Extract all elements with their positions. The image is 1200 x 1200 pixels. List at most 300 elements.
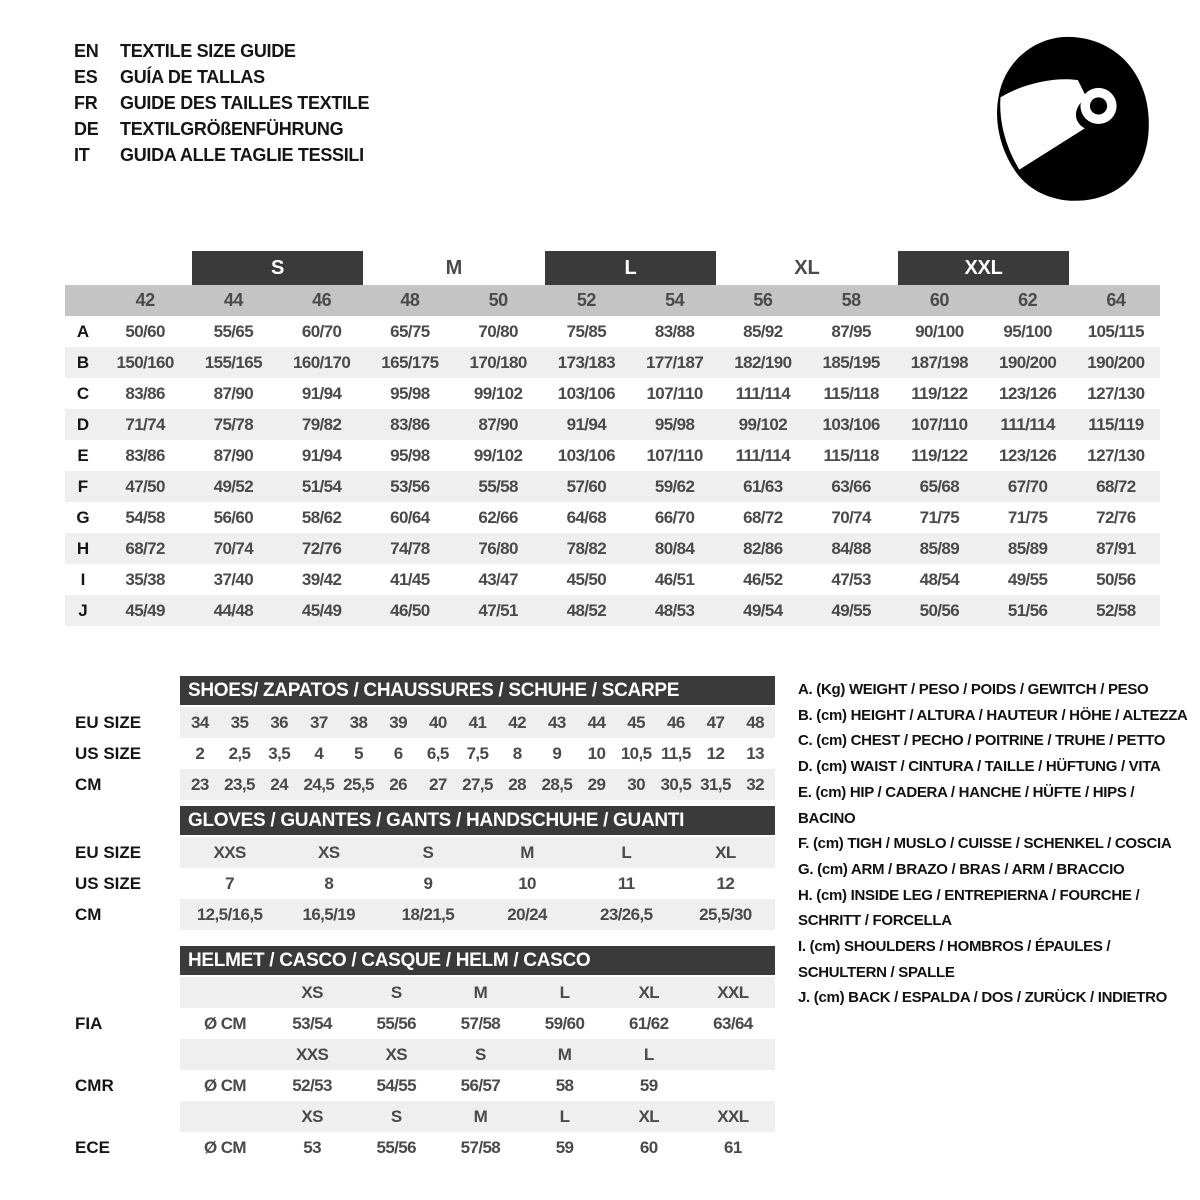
size-value: 20/24 <box>507 904 547 924</box>
helmet-size-value: 59/60 <box>544 1013 585 1033</box>
helmet-size-label: M <box>473 982 488 1002</box>
size-value: 13 <box>746 743 765 763</box>
numeric-size-row <box>65 285 1160 316</box>
legend-unit: (cm) <box>816 886 847 904</box>
helmet-value-row <box>65 1008 775 1039</box>
size-value: 127/130 <box>1087 383 1145 403</box>
size-letter-row <box>65 251 1160 285</box>
helmet-size-value: 61 <box>724 1137 742 1157</box>
size-value: 85/92 <box>743 321 783 341</box>
legend-key: C. <box>798 732 813 750</box>
size-value: 76/80 <box>478 538 518 558</box>
size-value: 68/72 <box>743 507 783 527</box>
size-value: 16,5/19 <box>302 904 355 924</box>
size-value: 26 <box>389 774 408 794</box>
helmet-size-value: 57/58 <box>460 1137 501 1157</box>
legend-text: TIGH / MUSLO / CUISSE / SCHENKEL / COSCIA <box>847 835 1172 853</box>
language-title-list <box>74 38 369 168</box>
size-value: 49/52 <box>213 476 254 496</box>
language-code: FR <box>74 93 98 113</box>
section-label-spacer <box>65 946 180 977</box>
size-value: 87/95 <box>831 321 871 341</box>
section-title: GLOVES / GUANTES / GANTS / HANDSCHUHE / GUANTI <box>180 806 775 835</box>
size-value: 51/56 <box>1007 600 1048 620</box>
size-value: 87/90 <box>478 414 518 434</box>
size-value: 119/122 <box>911 445 968 465</box>
size-value: 105/115 <box>1087 321 1145 341</box>
legend-text: HIP / CADERA / HANCHE / HÜFTE / HIPS / BACINO <box>798 783 1135 827</box>
size-value: 46 <box>666 712 685 732</box>
legend-entry <box>798 780 1188 831</box>
legend-unit: (cm) <box>813 989 845 1007</box>
row-label: C <box>76 383 90 403</box>
helmet-size-value: 63/64 <box>713 1013 753 1033</box>
size-value: 12,5/16,5 <box>196 904 263 924</box>
legend-key: J. <box>798 989 810 1007</box>
numeric-size: 58 <box>841 290 861 310</box>
standard-label: ECE <box>75 1137 110 1157</box>
section-row <box>65 868 775 899</box>
row-label: B <box>76 352 90 372</box>
size-value: 66/70 <box>654 507 695 527</box>
helmet-size-label: M <box>557 1044 572 1064</box>
numeric-size: 62 <box>1018 290 1038 310</box>
measurement-row <box>65 316 1160 347</box>
numeric-size: 54 <box>665 290 685 310</box>
size-value: 55/65 <box>213 321 254 341</box>
helmet-size-label: XS <box>301 1106 323 1126</box>
legend-key: A. <box>798 681 813 698</box>
legend-text: SHOULDERS / HOMBROS / ÉPAULES / SCHULTERN / SPALLE <box>798 938 1111 981</box>
row-label: F <box>77 476 89 496</box>
size-value: 119/122 <box>911 383 968 403</box>
size-value: 40 <box>428 712 447 732</box>
size-value: 155/165 <box>204 352 262 372</box>
row-header: US SIZE <box>75 873 142 893</box>
row-cells <box>180 837 775 868</box>
helmet-value-row <box>65 1070 775 1101</box>
size-value: 11 <box>617 873 635 893</box>
legend-unit: (cm) <box>816 758 847 776</box>
language-title: GUIDA ALLE TAGLIE TESSILI <box>120 145 364 165</box>
standard-label: CMR <box>75 1075 114 1095</box>
size-value: 10 <box>518 873 536 893</box>
helmet-size-label: XXL <box>717 1106 749 1126</box>
legend-unit: (Kg) <box>816 681 846 698</box>
helmet-size-label: L <box>559 1106 570 1126</box>
legend-key: F. <box>798 835 810 853</box>
helmet-icon <box>982 32 1160 204</box>
size-value: 30,5 <box>660 774 692 794</box>
section-label-spacer <box>65 676 180 707</box>
size-value: 91/94 <box>566 414 607 434</box>
size-value: 85/89 <box>919 538 960 558</box>
measurement-row <box>65 471 1160 502</box>
row-cells <box>180 1101 775 1132</box>
section-title: SHOES/ ZAPATOS / CHAUSSURES / SCHUHE / SCARPE <box>180 676 775 705</box>
size-value: 47/51 <box>478 600 518 620</box>
legend-text: ARM / BRAZO / BRAS / ARM / BRACCIO <box>850 860 1125 878</box>
row-cells <box>180 1070 775 1101</box>
size-value: 68/72 <box>1096 476 1136 496</box>
size-value: 25,5/30 <box>699 904 752 924</box>
row-label: A <box>76 321 90 341</box>
legend-unit: (cm) <box>812 835 844 853</box>
size-value: 99/102 <box>738 414 788 434</box>
section-row <box>65 707 775 738</box>
size-value: 34 <box>190 712 209 732</box>
size-value: 71/75 <box>1007 507 1048 527</box>
measurement-row <box>65 347 1160 378</box>
size-value: 54/58 <box>125 507 165 527</box>
helmet-size-value: 56/57 <box>460 1075 501 1095</box>
row-label: I <box>80 569 86 589</box>
language-title: TEXTILGRÖßENFÜHRUNG <box>120 119 344 139</box>
size-value: 41/45 <box>390 569 430 589</box>
row-cells <box>180 868 775 899</box>
size-value: 52/58 <box>1096 600 1136 620</box>
size-value: 47 <box>706 712 725 732</box>
empty-cell <box>691 1070 775 1101</box>
size-value: 6 <box>393 743 403 763</box>
size-value: S <box>422 842 434 862</box>
size-value: 150/160 <box>116 352 174 372</box>
size-value: 28 <box>508 774 527 794</box>
size-value: 185/195 <box>822 352 880 372</box>
size-value: 74/78 <box>390 538 430 558</box>
legend-unit: (cm) <box>809 938 841 956</box>
size-value: 182/190 <box>734 352 792 372</box>
size-value: 45 <box>627 712 646 732</box>
numeric-size: 46 <box>312 290 332 310</box>
size-value: 75/78 <box>213 414 254 434</box>
measurement-row <box>65 595 1160 626</box>
language-title: GUIDE DES TAILLES TEXTILE <box>120 93 370 113</box>
size-value: 57/60 <box>566 476 607 496</box>
legend-entry <box>798 985 1188 1011</box>
size-value: 83/86 <box>125 383 165 403</box>
size-value: 45/49 <box>125 600 165 620</box>
size-value: 41 <box>468 712 487 732</box>
size-value: 8 <box>512 743 522 763</box>
legend-text: CHEST / PECHO / POITRINE / TRUHE / PETTO <box>850 732 1166 750</box>
size-value: 24 <box>270 774 289 794</box>
section-title-row <box>65 806 775 837</box>
row-header-spacer <box>65 1101 180 1132</box>
section-row <box>65 837 775 868</box>
size-value: 187/198 <box>910 352 968 372</box>
helmet-size-value: 59 <box>555 1137 574 1157</box>
legend-key: E. <box>798 783 812 801</box>
size-value: 83/86 <box>390 414 430 434</box>
legend-entry <box>798 703 1188 729</box>
size-value: 160/170 <box>292 352 351 372</box>
legend-entry <box>798 883 1188 934</box>
size-value: 6,5 <box>426 743 449 763</box>
size-value: 35 <box>230 712 249 732</box>
size-value: 115/119 <box>1088 414 1144 434</box>
size-value: 44 <box>587 712 606 732</box>
legend-unit: (cm) <box>816 732 847 750</box>
helmet-size-row <box>65 1039 775 1070</box>
size-value: 103/106 <box>822 414 880 434</box>
size-value: 107/110 <box>911 414 968 434</box>
size-letter: L <box>545 251 716 285</box>
legend-text: HEIGHT / ALTURA / HAUTEUR / HÖHE / ALTEZZA <box>850 706 1188 724</box>
size-value: 99/102 <box>473 383 523 403</box>
size-value: 59/62 <box>654 476 695 496</box>
size-value: 35/38 <box>125 569 165 589</box>
size-value: 87/90 <box>213 445 254 465</box>
size-value: 87/90 <box>213 383 254 403</box>
size-value: 23/26,5 <box>599 904 653 924</box>
size-value: 28,5 <box>541 774 573 794</box>
helmet-size-table <box>65 946 775 1163</box>
legend-key: G. <box>798 860 814 878</box>
unit-spacer <box>180 977 270 1008</box>
shoes-size-table <box>65 676 775 800</box>
helmet-size-value: 52/53 <box>292 1075 332 1095</box>
helmet-size-row <box>65 1101 775 1132</box>
helmet-size-value: 61/62 <box>628 1013 669 1033</box>
row-header: CM <box>75 774 102 794</box>
size-value: 51/54 <box>301 476 342 496</box>
size-value: 91/94 <box>301 445 342 465</box>
section-title-row <box>65 676 775 707</box>
helmet-size-value: 55/56 <box>376 1013 417 1033</box>
helmet-size-label: XL <box>638 982 659 1002</box>
size-value: 37 <box>309 712 328 732</box>
helmet-size-label: XL <box>638 1106 659 1126</box>
size-value: 165/175 <box>381 352 439 372</box>
row-cells <box>180 1008 775 1039</box>
language-title: TEXTILE SIZE GUIDE <box>120 41 296 61</box>
size-value: 75/85 <box>566 321 607 341</box>
size-value: 62/66 <box>478 507 518 527</box>
row-header: EU SIZE <box>75 712 142 732</box>
row-cells <box>180 738 775 769</box>
size-value: 56/60 <box>213 507 254 527</box>
size-value: 12 <box>706 743 725 763</box>
size-value: 45/50 <box>566 569 607 589</box>
size-value: XXS <box>213 842 246 862</box>
helmet-size-value: 55/56 <box>376 1137 417 1157</box>
helmet-size-value: 53/54 <box>292 1013 332 1033</box>
size-value: 39/42 <box>301 569 342 589</box>
size-value: 115/118 <box>823 445 879 465</box>
size-letter: XXL <box>898 251 1069 285</box>
diameter-unit: Ø CM <box>204 1013 246 1033</box>
section-row <box>65 769 775 800</box>
numeric-size: 50 <box>488 290 508 310</box>
size-value: 48/53 <box>654 600 695 620</box>
helmet-size-label: XS <box>301 982 323 1002</box>
row-header-spacer <box>65 1039 180 1070</box>
legend-key: I. <box>798 938 806 956</box>
helmet-size-label: M <box>473 1106 488 1126</box>
helmet-size-label: L <box>643 1044 654 1064</box>
size-value: 12 <box>716 873 735 893</box>
size-value: 36 <box>270 712 289 732</box>
helmet-size-label: S <box>390 1106 402 1126</box>
size-value: 10,5 <box>620 743 652 763</box>
legend-unit: (cm) <box>817 860 848 878</box>
gloves-size-table <box>65 806 775 930</box>
legend-text: WEIGHT / PESO / POIDS / GEWITCH / PESO <box>848 681 1149 698</box>
size-value: 123/126 <box>998 445 1057 465</box>
legend-text: BACK / ESPALDA / DOS / ZURÜCK / INDIETRO <box>848 989 1167 1007</box>
size-value: 72/76 <box>301 538 342 558</box>
size-value: 103/106 <box>557 383 615 403</box>
size-value: 55/58 <box>478 476 518 496</box>
row-label: D <box>76 414 90 434</box>
size-value: L <box>621 842 632 862</box>
size-value: 80/84 <box>654 538 695 558</box>
size-value: 90/100 <box>915 321 964 341</box>
row-cells <box>180 769 775 800</box>
measurement-row <box>65 409 1160 440</box>
row-label: J <box>78 600 88 620</box>
row-header: CM <box>75 904 102 924</box>
numeric-size: 52 <box>576 290 596 310</box>
size-value: 5 <box>354 743 363 763</box>
legend-entry <box>798 934 1188 985</box>
helmet-size-label: S <box>475 1044 486 1064</box>
size-value: 95/98 <box>390 383 430 403</box>
size-value: 8 <box>324 873 334 893</box>
numeric-size: 42 <box>135 290 155 310</box>
size-value: 23,5 <box>224 774 255 794</box>
unit-spacer <box>180 1101 270 1132</box>
size-value: 48/52 <box>566 600 607 620</box>
helmet-value-row <box>65 1132 775 1163</box>
numeric-size: 64 <box>1106 290 1126 310</box>
row-cells <box>180 977 775 1008</box>
size-value: 27 <box>428 774 447 794</box>
size-value: 44/48 <box>213 600 254 620</box>
size-value: 2 <box>195 743 205 763</box>
size-value: 24,5 <box>303 774 335 794</box>
size-value: 173/183 <box>557 352 615 372</box>
measurement-row <box>65 440 1160 471</box>
section-row <box>65 738 775 769</box>
size-value: XS <box>318 842 340 862</box>
size-value: 71/74 <box>125 414 165 434</box>
unit-spacer <box>180 1039 270 1070</box>
legend-key: D. <box>798 758 813 776</box>
size-value: 170/180 <box>469 352 527 372</box>
legend-text: WAIST / CINTURA / TAILLE / HÜFTUNG / VITA <box>850 758 1161 776</box>
diameter-unit: Ø CM <box>204 1075 246 1095</box>
legend-entry <box>798 754 1188 780</box>
size-value: 18/21,5 <box>401 904 455 924</box>
size-value: 47/53 <box>831 569 871 589</box>
size-value: 60/64 <box>390 507 430 527</box>
size-value: 23 <box>190 774 209 794</box>
section-title-row <box>65 946 775 977</box>
helmet-size-label: L <box>559 982 570 1002</box>
size-value: 95/98 <box>390 445 430 465</box>
size-value: 2,5 <box>228 743 251 763</box>
size-value: 46/52 <box>743 569 783 589</box>
legend-text: INSIDE LEG / ENTREPIERNA / FOURCHE / SCHRITT / FORCELLA <box>798 886 1140 930</box>
size-value: 79/82 <box>301 414 342 434</box>
measurement-row <box>65 564 1160 595</box>
size-value: 47/50 <box>125 476 165 496</box>
language-code: DE <box>74 119 99 139</box>
size-letter: XL <box>794 256 820 279</box>
size-value: 91/94 <box>301 383 342 403</box>
size-value: 7,5 <box>466 743 489 763</box>
row-cells <box>180 899 775 930</box>
size-value: M <box>520 842 534 862</box>
section-label-spacer <box>65 806 180 837</box>
measurement-row <box>65 378 1160 409</box>
size-value: 107/110 <box>646 445 703 465</box>
size-value: 115/118 <box>823 383 879 403</box>
size-value: 177/187 <box>645 352 704 372</box>
size-value: 49/55 <box>1007 569 1048 589</box>
helmet-size-row <box>65 977 775 1008</box>
numeric-size: 48 <box>400 290 420 310</box>
size-value: 42 <box>508 712 527 732</box>
size-value: 50/56 <box>1096 569 1136 589</box>
size-value: 65/75 <box>390 321 430 341</box>
size-value: 43 <box>547 712 566 732</box>
legend-unit: (cm) <box>815 783 846 801</box>
size-value: 48 <box>746 712 765 732</box>
size-value: 49/55 <box>831 600 871 620</box>
size-value: 29 <box>587 774 606 794</box>
helmet-size-value: 59 <box>639 1075 658 1095</box>
size-value: 27,5 <box>462 774 493 794</box>
row-header: EU SIZE <box>75 842 142 862</box>
section-row <box>65 899 775 930</box>
size-value: 71/75 <box>919 507 960 527</box>
size-value: 123/126 <box>998 383 1057 403</box>
numeric-size: 60 <box>929 290 949 310</box>
size-value: 7 <box>225 873 234 893</box>
size-value: 63/66 <box>831 476 871 496</box>
size-value: 85/89 <box>1007 538 1048 558</box>
size-value: 82/86 <box>743 538 783 558</box>
size-value: 127/130 <box>1087 445 1145 465</box>
size-value: 53/56 <box>390 476 430 496</box>
helmet-size-label: S <box>390 982 402 1002</box>
language-code: EN <box>74 41 99 61</box>
size-value: 67/70 <box>1007 476 1048 496</box>
language-title: GUÍA DE TALLAS <box>120 67 265 87</box>
size-value: 11,5 <box>660 743 691 763</box>
legend-entry <box>798 728 1188 754</box>
language-code: ES <box>74 67 98 87</box>
size-value: 87/91 <box>1096 538 1136 558</box>
diameter-unit: Ø CM <box>204 1137 246 1157</box>
size-value: XL <box>715 842 736 862</box>
empty-cell <box>691 1039 775 1070</box>
size-value: 61/63 <box>743 476 783 496</box>
size-value: 30 <box>627 774 646 794</box>
size-value: 78/82 <box>566 538 607 558</box>
size-value: 25,5 <box>343 774 374 794</box>
size-value: 111/114 <box>735 445 791 465</box>
measurement-legend <box>798 677 1188 1011</box>
legend-key: H. <box>798 886 813 904</box>
size-value: 31,5 <box>700 774 731 794</box>
numeric-size: 44 <box>223 290 243 310</box>
section-title: HELMET / CASCO / CASQUE / HELM / CASCO <box>180 946 775 975</box>
size-value: 190/200 <box>998 352 1057 372</box>
